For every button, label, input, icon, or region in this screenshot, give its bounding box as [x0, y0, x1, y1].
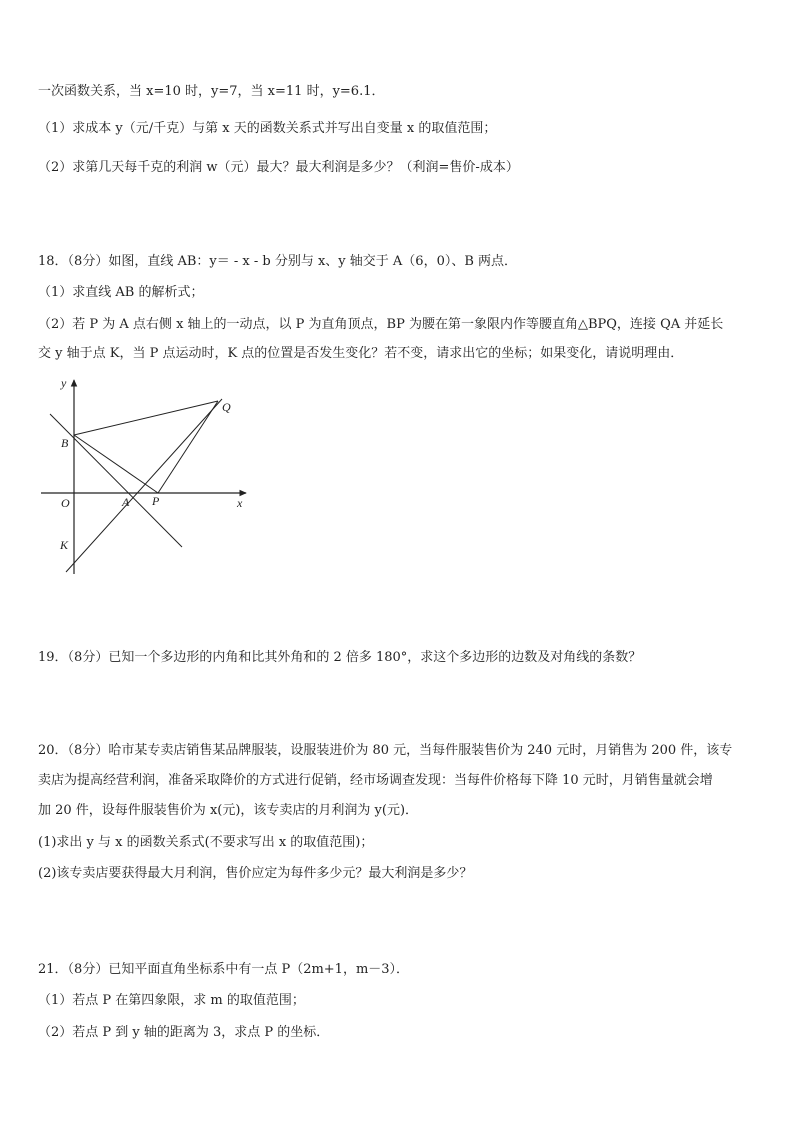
problem-19-stem: 19．（8分）已知一个多边形的内角和比其外角和的 2 倍多 180°，求这个多边形的边数及对角线的条数？	[38, 650, 642, 665]
segment-bq	[74, 401, 218, 435]
segment-pq	[158, 401, 218, 493]
problem-21-sub-2: （2）若点 P 到 y 轴的距离为 3，求点 P 的坐标．	[38, 1025, 330, 1040]
segment-bp	[74, 435, 158, 493]
problem-20-sub-1: (1)求出 y 与 x 的函数关系式(不要求写出 x 的取值范围)；	[38, 835, 374, 850]
problem-18-sub-2-line-2: 交 y 轴于点 K，当 P 点运动时，K 点的位置是否发生变化？若不变，请求出它的坐标；如果变化，请说明理由．	[38, 346, 684, 361]
intro-text: 一次函数关系，当 x=10 时，y=7，当 x=11 时，y=6.1．	[38, 84, 385, 99]
label-k: K	[60, 538, 69, 552]
problem-18-figure	[36, 374, 266, 579]
line-ab	[50, 414, 182, 547]
problem-20-line-1: 20．（8分）哈市某专卖店销售某品牌服装，设服装进价为 80 元，当每件服装售价为 240 元时，月销售为 200 件，该专	[38, 743, 733, 758]
label-q: Q	[222, 400, 231, 414]
label-x: x	[237, 496, 243, 510]
line-qak	[66, 399, 222, 572]
label-p: P	[152, 494, 160, 508]
problem-21-stem: 21．（8分）已知平面直角坐标系中有一点 P（2m+1，m－3）．	[38, 962, 410, 977]
problem-20-sub-2: (2)该专卖店要获得最大月利润，售价应定为每件多少元？最大利润是多少？	[38, 866, 473, 881]
problem-20-line-2: 卖店为提高经营利润，准备采取降价的方式进行促销，经市场调查发现：当每件价格每下降 10 元时，月销售量就会增	[38, 773, 713, 788]
problem-21-sub-1: （1）若点 P 在第四象限，求 m 的取值范围；	[38, 993, 305, 1008]
problem-18-sub-1: （1）求直线 AB 的解析式；	[38, 285, 204, 300]
label-b: B	[61, 436, 69, 450]
label-y: y	[61, 376, 67, 390]
intro-question-1: （1）求成本 y（元/千克）与第 x 天的函数关系式并写出自变量 x 的取值范围；	[38, 121, 497, 136]
problem-18-stem: 18．（8分）如图，直线 AB：y＝ - x - b 分别与 x、y 轴交于 A（6，0）、B 两点．	[38, 254, 518, 269]
intro-question-2: （2）求第几天每千克的利润 w（元）最大？最大利润是多少？（利润=售价-成本）	[38, 160, 519, 175]
label-o: O	[61, 496, 70, 510]
problem-20-line-3: 加 20 件，设每件服装售价为 x(元)，该专卖店的月利润为 y(元)．	[38, 803, 419, 818]
label-a: A	[122, 495, 130, 509]
problem-18-sub-2-line-1: （2）若 P 为 A 点右侧 x 轴上的一动点，以 P 为直角顶点，BP 为腰在第一象限内作等腰直角△BPQ，连接 QA 并延长	[38, 317, 724, 332]
